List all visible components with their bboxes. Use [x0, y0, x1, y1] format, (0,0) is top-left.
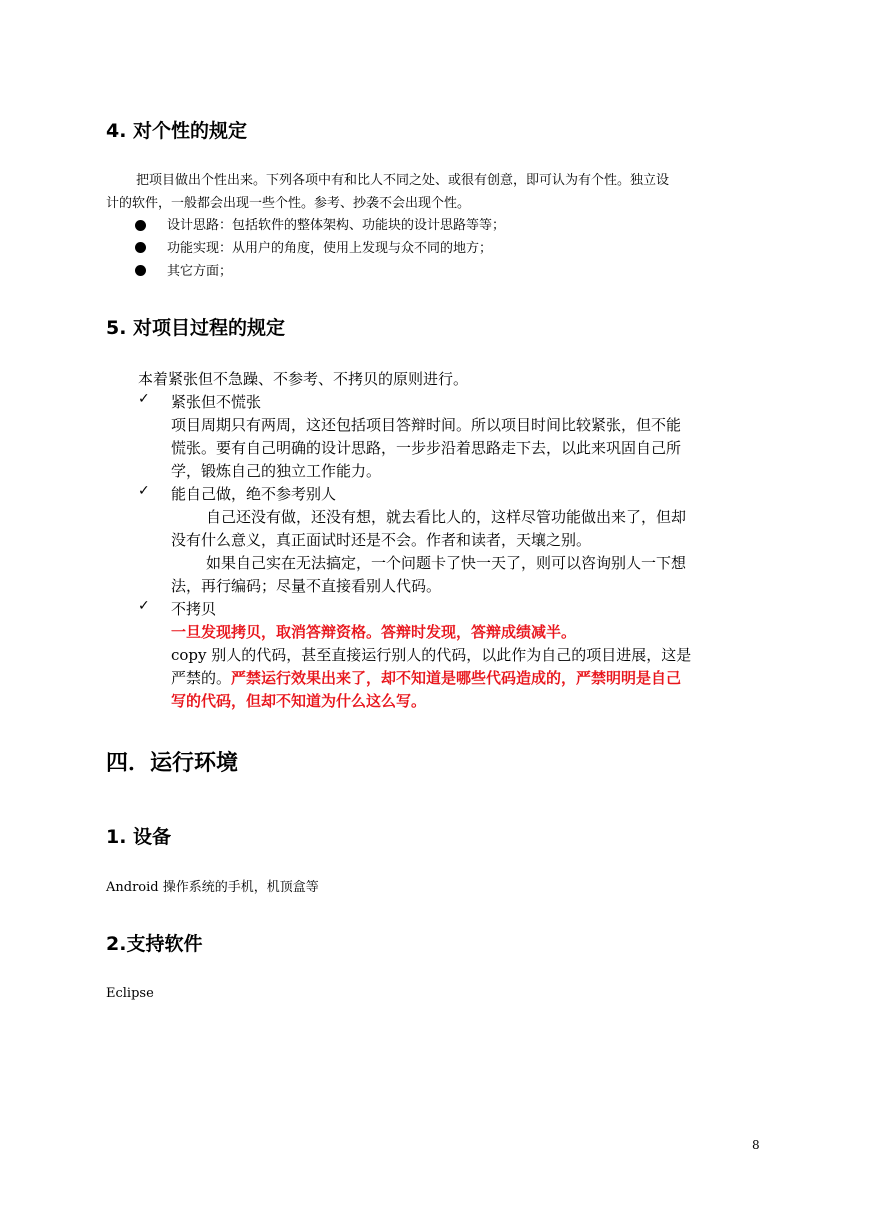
item-1-title: 紧张但不慌张 [171, 393, 262, 411]
bullet-dot-icon [135, 220, 146, 231]
item-2-line-3: 如果自己实在无法搞定，一个问题卡了快一天了，则可以咨询别人一下想 [206, 554, 687, 572]
check-icon: ✓ [138, 483, 150, 499]
list-item: 其它方面； [167, 264, 233, 279]
section-4-heading: 4. 对个性的规定 [106, 120, 248, 142]
bullet-dot-icon [135, 265, 146, 276]
chapter-4-heading: 四．运行环境 [106, 751, 239, 776]
subsection-1-text: Android 操作系统的手机，机顶盒等 [106, 880, 319, 895]
subsection-2-text: Eclipse [106, 986, 154, 1001]
item-2-title: 能自己做，绝不参考别人 [171, 485, 337, 503]
section-5-heading: 5. 对项目过程的规定 [106, 317, 286, 339]
check-icon: ✓ [138, 598, 150, 614]
item-3-line-3-plain: 严禁的。 [171, 669, 232, 687]
list-item: 设计思路：包括软件的整体架构、功能块的设计思路等等； [167, 218, 506, 233]
subsection-1-heading: 1. 设备 [106, 826, 172, 848]
page-number: 8 [752, 1138, 760, 1152]
check-icon: ✓ [138, 391, 150, 407]
item-1-line-2: 慌张。要有自己明确的设计思路，一步步沿着思路走下去，以此来巩固自己所 [171, 439, 682, 457]
item-3-warning: 一旦发现拷贝，取消答辩资格。答辩时发现，答辩成绩减半。 [171, 623, 577, 641]
item-3-line-4: 写的代码，但却不知道为什么这么写。 [171, 692, 427, 710]
item-1-line-3: 学，锻炼自己的独立工作能力。 [171, 462, 382, 480]
section-4-intro-line-1: 把项目做出个性出来。下列各项中有和比人不同之处、或很有创意，即可认为有个性。独立设 [136, 173, 670, 188]
bullet-dot-icon [135, 242, 146, 253]
list-item: 功能实现：从用户的角度，使用上发现与众不同的地方； [167, 241, 493, 256]
subsection-2-heading: 2.支持软件 [106, 933, 203, 955]
section-5-intro: 本着紧张但不急躁、不参考、不拷贝的原则进行。 [138, 370, 469, 388]
item-3-line-3 [171, 667, 681, 690]
item-3-title: 不拷贝 [171, 600, 217, 618]
item-1-line-1: 项目周期只有两周，这还包括项目答辩时间。所以项目时间比较紧张，但不能 [171, 416, 682, 434]
item-3-line-3-warning: 严禁运行效果出来了，却不知道是哪些代码造成的，严禁明明是自己 [231, 669, 682, 687]
item-2-line-2: 没有什么意义，真正面试时还是不会。作者和读者，天壤之别。 [171, 531, 592, 549]
item-3-line-2: copy 别人的代码，甚至直接运行别人的代码，以此作为自己的项目进展，这是 [171, 646, 692, 664]
item-2-line-1: 自己还没有做，还没有想，就去看比人的，这样尽管功能做出来了，但却 [206, 508, 687, 526]
item-2-line-4: 法，再行编码；尽量不直接看别人代码。 [171, 577, 442, 595]
section-4-intro-line-2: 计的软件，一般都会出现一些个性。参考、抄袭不会出现个性。 [106, 196, 471, 211]
